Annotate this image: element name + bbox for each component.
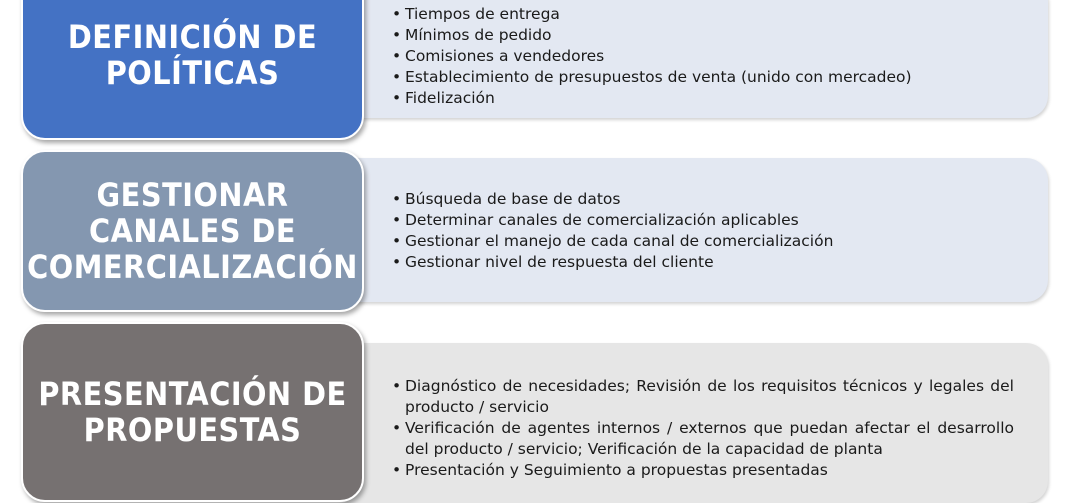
section-1-item-list [392,4,1012,109]
section-3-title-box [21,322,364,502]
section-3-title-line: PRESENTACIÓN DE [38,375,347,413]
section-1-title-line: DEFINICIÓN DE [67,18,318,56]
section-1-title-box [21,0,364,140]
list-item: • Establecimiento de presupuestos de venta (unido con mercadeo) [392,67,1012,88]
section-2-title-line: CANALES DE [88,212,297,250]
section-2-title-line: GESTIONAR [96,176,289,214]
list-item: • Gestionar nivel de respuesta del cliente [392,252,1012,273]
section-3-title-line: PROPUESTAS [83,411,302,449]
list-item: • Presentación y Seguimiento a propuestas presentadas [392,460,1014,481]
list-item: • Mínimos de pedido [392,25,1012,46]
list-item: • Fidelización [392,88,1012,109]
section-1-title-line: POLÍTICAS [105,54,280,92]
list-item: • Diagnóstico de necesidades; Revisión de los requisitos técnicos y legales del producto / servicio [392,376,1014,418]
section-3-item-list [392,376,1014,481]
section-2-title-line: COMERCIALIZACIÓN [27,248,358,286]
list-item: • Tiempos de entrega [392,4,1012,25]
section-2-item-list [392,189,1012,273]
section-2-title-box [21,150,364,312]
list-item: • Verificación de agentes internos / externos que puedan afectar el desarrollo del producto / servicio; Verificación de la capacidad de planta [392,418,1014,460]
list-item: • Comisiones a vendedores [392,46,1012,67]
list-item: • Determinar canales de comercialización aplicables [392,210,1012,231]
list-item: • Gestionar el manejo de cada canal de comercialización [392,231,1012,252]
list-item: • Búsqueda de base de datos [392,189,1012,210]
